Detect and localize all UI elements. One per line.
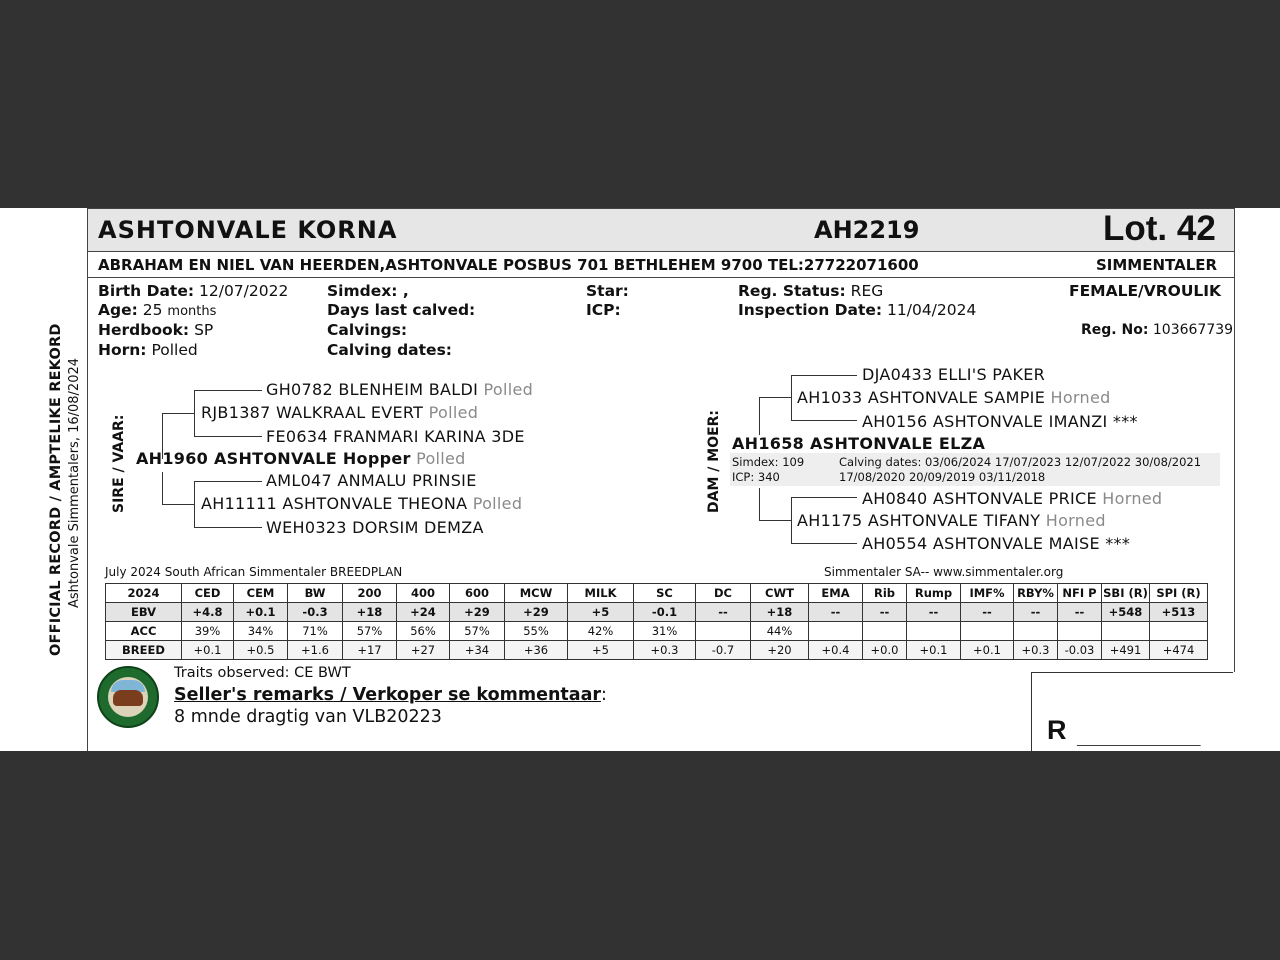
ebv-cell (1150, 622, 1208, 641)
ebv-cell: +5 (568, 603, 634, 622)
ebv-cell: +34 (450, 641, 505, 660)
sire-sire-dam: FE0634 FRANMARI KARINA 3DE (266, 427, 525, 446)
ebv-table (105, 583, 1208, 660)
ebv-cell (1102, 622, 1150, 641)
ebv-cell: MCW (505, 584, 568, 603)
ebv-cell: +474 (1150, 641, 1208, 660)
ebv-cell (863, 622, 907, 641)
ebv-cell: 57% (450, 622, 505, 641)
sd-line-bottom (194, 527, 262, 528)
ebv-cell: +29 (505, 603, 568, 622)
ebv-cell: -- (1014, 603, 1058, 622)
age: Age: 25 months (98, 301, 217, 319)
ss-line-top (194, 390, 262, 391)
ebv-cell (696, 622, 751, 641)
ebv-cell: CED (182, 584, 234, 603)
ebv-cell: 34% (234, 622, 288, 641)
seller-remarks-heading: Seller's remarks / Verkoper se kommentaar: (174, 685, 607, 705)
ebv-cell: 39% (182, 622, 234, 641)
days-last-calved-label: Days last calved: (327, 301, 476, 319)
ebv-cell: 400 (397, 584, 450, 603)
dam-sire-sire: DJA0433 ELLI'S PAKER (862, 365, 1046, 384)
ebv-cell: +491 (1102, 641, 1150, 660)
ebv-cell: 600 (450, 584, 505, 603)
sire: AH1960 ASHTONVALE Hopper Polled (136, 449, 466, 468)
ebv-cell: 57% (343, 622, 397, 641)
dd-line-top (791, 497, 857, 498)
star-label: Star: (586, 282, 629, 300)
ebv-cell (1058, 622, 1102, 641)
dam-simdex: Simdex: 109 (732, 455, 805, 469)
sire-sire-sire: GH0782 BLENHEIM BALDI Polled (266, 380, 534, 399)
price-currency: R (1047, 715, 1067, 745)
ebv-cell: 55% (505, 622, 568, 641)
sire-line-to-ss (162, 413, 195, 414)
sd-line (194, 481, 195, 527)
ebv-cell: 31% (634, 622, 696, 641)
ebv-cell: +0.0 (863, 641, 907, 660)
society-date-label: Ashtonvale Simmentalers, 16/08/2024 (67, 357, 82, 608)
dam-line-to-ds (759, 397, 792, 398)
ebv-cell: 44% (751, 622, 809, 641)
ebv-cell: +18 (343, 603, 397, 622)
calvings-label: Calvings: (327, 321, 408, 339)
dd-line-bottom (791, 543, 857, 544)
ebv-cell: -0.1 (634, 603, 696, 622)
ebv-cell: BREED (106, 641, 182, 660)
ebv-cell: +548 (1102, 603, 1150, 622)
registration-number: Reg. No: 103667739 (1081, 322, 1234, 338)
dam-sire-dam: AH0156 ASHTONVALE IMANZI *** (862, 412, 1138, 431)
animal-id: AH2219 (814, 216, 920, 244)
ebv-cell: NFI P (1058, 584, 1102, 603)
ebv-cell: EBV (106, 603, 182, 622)
ebv-cell: +27 (397, 641, 450, 660)
breedplan-source: July 2024 South African Simmentaler BREEDPLAN (105, 565, 403, 579)
ebv-cell: +5 (568, 641, 634, 660)
sire-dam-dam: WEH0323 DORSIM DEMZA (266, 518, 484, 537)
frame-gap (1233, 672, 1236, 751)
ebv-cell: -- (1058, 603, 1102, 622)
ebv-cell: +0.1 (234, 603, 288, 622)
dam: AH1658 ASHTONVALE ELZA (732, 434, 986, 453)
ebv-cell: MILK (568, 584, 634, 603)
sire-dam: AH11111 ASHTONVALE THEONA Polled (201, 494, 523, 513)
icp-label: ICP: (586, 301, 621, 319)
ebv-cell (961, 622, 1014, 641)
dam-line-upper (759, 397, 760, 435)
ebv-cell: RBY% (1014, 584, 1058, 603)
ebv-cell: +24 (397, 603, 450, 622)
ebv-cell: -- (961, 603, 1014, 622)
ebv-cell: 200 (343, 584, 397, 603)
official-record-label: OFFICIAL RECORD / AMPTELIKE REKORD (48, 323, 64, 656)
society-website: Simmentaler SA-- www.simmentaler.org (824, 565, 1064, 579)
reg-status: Reg. Status: REG (738, 282, 884, 300)
herdbook: Herdbook: SP (98, 321, 214, 339)
ebv-cell: +0.1 (961, 641, 1014, 660)
sd-line-top (194, 481, 262, 482)
ebv-cell: +0.3 (1014, 641, 1058, 660)
ebv-cell (809, 622, 863, 641)
ebv-cell: 56% (397, 622, 450, 641)
ebv-cell: +17 (343, 641, 397, 660)
ebv-cell (907, 622, 961, 641)
ds-line (791, 375, 792, 420)
ebv-cell: EMA (809, 584, 863, 603)
dam-icp: ICP: 340 (732, 470, 780, 484)
ebv-cell: +4.8 (182, 603, 234, 622)
owner-address: ABRAHAM EN NIEL VAN HEERDEN,ASHTONVALE POSBUS 701 BETHLEHEM 9700 TEL:27722071600 (98, 256, 919, 274)
ebv-cell: DC (696, 584, 751, 603)
sex-label: FEMALE/VROULIK (1069, 282, 1222, 300)
horn-status: Horn: Polled (98, 341, 198, 359)
ebv-cell: SC (634, 584, 696, 603)
dam-sire: AH1033 ASHTONVALE SAMPIE Horned (797, 388, 1111, 407)
ebv-cell: -- (809, 603, 863, 622)
ebv-cell: BW (288, 584, 343, 603)
calving-dates-label: Calving dates: (327, 341, 452, 359)
ebv-cell: -0.3 (288, 603, 343, 622)
ebv-cell: IMF% (961, 584, 1014, 603)
dd-line (791, 497, 792, 543)
price-input-line[interactable]: ___________________ (1077, 732, 1201, 747)
dam-dam-sire: AH0840 ASHTONVALE PRICE Horned (862, 489, 1163, 508)
dam-line-to-dd (759, 520, 792, 521)
ss-line-bottom (194, 436, 262, 437)
sire-line-lower (162, 472, 163, 504)
ebv-cell: CWT (751, 584, 809, 603)
seller-remarks: 8 mnde dragtig van VLB20223 (174, 707, 442, 727)
ebv-cell: +0.5 (234, 641, 288, 660)
sire-line-to-sd (162, 504, 195, 505)
simdex-label: Simdex: , (327, 282, 409, 300)
ebv-cell: -- (696, 603, 751, 622)
ebv-cell: 2024 (106, 584, 182, 603)
traits-observed: Traits observed: CE BWT (174, 665, 351, 681)
ebv-cell: 71% (288, 622, 343, 641)
ebv-cell: SBI (R) (1102, 584, 1150, 603)
dam-calving-dates-2: 17/08/2020 20/09/2019 03/11/2018 (839, 470, 1046, 484)
ebv-cell: +29 (450, 603, 505, 622)
dam-line-lower (759, 488, 760, 521)
ebv-cell: -- (863, 603, 907, 622)
ss-line (194, 390, 195, 436)
lot-card (0, 208, 1280, 751)
ebv-header-row (106, 584, 1208, 603)
ebv-cell: +513 (1150, 603, 1208, 622)
sire-sire: RJB1387 WALKRAAL EVERT Polled (201, 403, 479, 422)
sire-dam-sire: AML047 ANMALU PRINSIE (266, 471, 477, 490)
ebv-cell: -0.7 (696, 641, 751, 660)
dam-section-label: DAM / MOER: (706, 409, 722, 513)
simmentaler-logo-icon (97, 666, 159, 728)
dam-dam: AH1175 ASHTONVALE TIFANY Horned (797, 511, 1106, 530)
birth-date: Birth Date: 12/07/2022 (98, 282, 289, 300)
ebv-row (106, 603, 1208, 622)
lot-number: Lot. 42 (1103, 209, 1216, 248)
ebv-cell: Rump (907, 584, 961, 603)
ebv-cell: -- (907, 603, 961, 622)
inspection-date: Inspection Date: 11/04/2024 (738, 301, 977, 319)
ebv-cell: SPI (R) (1150, 584, 1208, 603)
ebv-cell: +36 (505, 641, 568, 660)
ebv-cell: +0.4 (809, 641, 863, 660)
dam-dam-dam: AH0554 ASHTONVALE MAISE *** (862, 534, 1131, 553)
ebv-cell: 42% (568, 622, 634, 641)
ebv-cell: +0.1 (907, 641, 961, 660)
ebv-cell: +0.1 (182, 641, 234, 660)
ebv-cell: ACC (106, 622, 182, 641)
acc-row (106, 622, 1208, 641)
ebv-cell: +1.6 (288, 641, 343, 660)
ebv-cell (1014, 622, 1058, 641)
animal-name: ASHTONVALE KORNA (98, 216, 398, 244)
dam-calving-dates-1: Calving dates: 03/06/2024 17/07/2023 12/07/2022 30/08/2021 (839, 455, 1202, 469)
breed-name: SIMMENTALER (1096, 256, 1218, 274)
ebv-cell: CEM (234, 584, 288, 603)
ebv-cell: Rib (863, 584, 907, 603)
sire-section-label: SIRE / VAAR: (111, 414, 127, 513)
breed-row (106, 641, 1208, 660)
ebv-cell: -0.03 (1058, 641, 1102, 660)
ebv-cell: +0.3 (634, 641, 696, 660)
ebv-cell: +20 (751, 641, 809, 660)
ebv-cell: +18 (751, 603, 809, 622)
ds-line-top (791, 375, 857, 376)
ds-line-bottom (791, 420, 857, 421)
